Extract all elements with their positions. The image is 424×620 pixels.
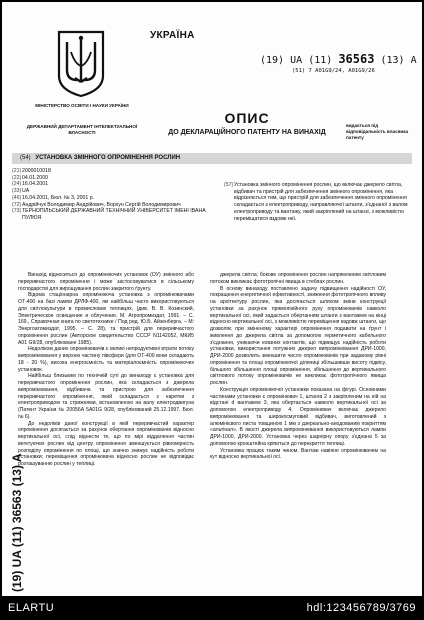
biblio-row: (33) UA (12, 188, 30, 195)
repository-name: ELARTU (8, 602, 55, 614)
abstract-block (224, 182, 414, 222)
document-title-block (152, 110, 342, 137)
responsibility-note: видається під відповідальність власника патенту (346, 123, 409, 140)
abstract-code: (57) (224, 182, 234, 188)
document-subtitle: ДО ДЕКЛАРАЦІЙНОГО ПАТЕНТУ НА ВИНАХІД (168, 129, 326, 136)
paragraph: В основу винаходу поставлено задачу підвищення надійності ОУ, покращення енергетичної ефективності, зниження фототропічного впливу на архітектуру рослин, яка досягається шляхом зміни конструкції установки за рахунок прямолінійного руху опромінювачів навколо вертикальної осі, який задається обертанням штанги з вантажем на кінці відносно вертикальної осі, з можливістю переміщення вздовж штанги, що дозволяє при зміненому характері опромінення подавати на ґрунт і живлення до джерела світла за допомогою герметичного кабельного з'єднання, уникаючи ковзних контактів, що підвищує надійність роботи установки, використання потужних джерел випромінювання ДРИ-1000, ДРИ-2000 дозволить зменшити число опромінювачів при заданому рівні опромінення та площі опромінюючої діляниці збільшивши висоту підвісу, більшого збільшення площі опромінення, збільшення до вертикального світлового потоку опромінювачів не викликає фототропічного явища рослин. (210, 285, 386, 386)
paragraph: Найбільш близьким по технічній суті до винаходу є установка для переривчастого опромінення рослин, яка складається з джерела випромінювання, відбивача та пристрою для забезпечення переривчастого опромінення, який складається з каретки з електроприводом та стрижнями, встановленою на валу електродвигуна (Патент України № 20056А 5А01G 9/28, опублікований 25.12.1997. Бюл. № 6). (18, 373, 194, 420)
paragraph: Недоліком даних опромінювачів є великі непродуктивні втрати потоку випромінювання у верхню частину півсфери (для ОТ-400 вони складають 18 - 20 %), висока енергоємність та матеріалоємність опромінюючих установок. (18, 346, 194, 373)
description-left-column (18, 272, 194, 468)
ipc-classification: (51) 7 A01G9/24, A01G9/26 (292, 68, 375, 74)
invention-title-bar (12, 153, 412, 164)
biblio-row: (22) 04.01.2000 (12, 174, 48, 181)
patent-prefix: (19) UA (260, 55, 303, 66)
paragraph: джерела світла; бокове опромінення рослин напрямленим світловим потоком викликає фототропічні явища в стеблах рослин. (210, 272, 386, 285)
country-name: УКРАЇНА (150, 30, 195, 41)
document-title: ОПИС (224, 110, 270, 126)
vertical-patent-number: (19) UA (11) 36563 (13) A (10, 453, 24, 592)
biblio-row: (72) Андрійчук Володимир Андрійович, Ворхун Сергій Володимирович (12, 201, 181, 208)
department-name: ДЕРЖАВНИЙ ДЕПАРТАМЕНТ ІНТЕЛЕКТУАЛЬНОЇ ВЛАСНОСТІ (26, 124, 138, 135)
patent-number: 36563 (338, 52, 375, 66)
biblio-row: (73) ТЕРНОПІЛЬСЬКИЙ ДЕРЖАВНИЙ ТЕХНІЧНИЙ УНІВЕРСИТЕТ ІМЕНІ ІВАНА ПУЛЮЯ (12, 208, 206, 221)
trident-emblem-icon (57, 30, 105, 98)
bibliographic-data (12, 168, 217, 222)
paragraph: До недоліків даної конструкції в якій переривчастий характер опромінення досягається за рахунок обертання опромінювачів відносно вертикальної осі, слід віднести те, що по мірі віддалення частин вегетуючих рослин від центру опромінення зменшується рівномірність розподілу опромінення по площі, що значно знижує надійність роботи установки; переміщення опромінювача відносно рослин не відповідає розташуванню рослин у теплиці. (18, 420, 194, 467)
description-right-column (210, 272, 386, 461)
paragraph: Відома стаціонарна опромінююча установка з опромінювачами ОТ-400 на базі лампи ДРЛФ-400, які найбільш часто використовуються для світлокультури в промислових теплицях, (див. В. В. Козинский, Электрическое освещение и облучение. М. Агропромиздат, 1991. – С. 169., Справочная книга по светотехнике / Под ред. Ю.Б. Айзенберга. – М: Энергоатомиздат, 1995. – С. 28), та пристрій для переривчастого опромінення рослин (Авторское свидетельство СССР N1142052, МКИ5 А01 G9/28, опубліковане 1985). (18, 292, 194, 346)
patent-number-block (260, 52, 417, 66)
paragraph: Винахід відноситься до опромінюючих установок (ОУ) змінного або переривчастого опромінення і може застосовуватися в сільському господарстві для вирощування рослин закритого ґрунту. (18, 272, 194, 292)
invention-title: УСТАНОВКА ЗМІННОГО ОПРОМІНЕННЯ РОСЛИН (35, 155, 181, 161)
handle-id: hdl:123456789/3769 (306, 602, 416, 614)
patent-page (2, 2, 422, 596)
paragraph: Конструкція опромінюючої установки показана на фігурі. Основними частинами установки є опромінювач 1, штанга 2 з закріпленим на ній на відстані d вантажем 3, яка обертається навколо вертикальної осі за допомогою електроприводу 4. Опромінювач включає джерело випромінювання та широкосмуговий відбивач, виготовлений з алюмінієвого листа товщиною 1 мм з дзеркально-анодованим покриттям «альтінал». В якості джерела випромінювання використовуються лампи ДРИ-1000, ДРИ-2000. Установка через шарнірну опору з'єднана 5 за допомогою кронштейна кріпиться до перекриття теплиці. (210, 386, 386, 447)
biblio-row: (46) 16.04.2001, Бюл. № 3, 2001 р. (12, 194, 95, 201)
abstract-text: Установка змінного опромінення рослин, що включає джерело світла, відбивач та пристрій для забезпечення змінного опромінення, яка відрізняється тим, що пристрій для забезпечення змінного опромінення складається з електроприводу, направляючої штанги, з'єднаної з валом електроприводу та вантажу, який закріплений на штанзі, з можливістю переміщатися вздовж неї. (234, 182, 408, 222)
biblio-row: (21) 2000010018 (12, 168, 51, 174)
title-code: (54) (20, 155, 31, 161)
viewer-footer (0, 596, 424, 620)
patent-kind: (13) A (380, 55, 417, 66)
paragraph: Установка працює таким чином. Вантаж навіяне опромінювачем на кут відносно вертикальної осі. (210, 447, 386, 461)
biblio-row: (24) 16.04.2001 (12, 181, 48, 188)
patent-code-prefix: (11) (308, 55, 333, 66)
ministry-name: МІНІСТЕРСТВО ОСВІТИ І НАУКИ УКРАЇНИ (35, 103, 129, 108)
